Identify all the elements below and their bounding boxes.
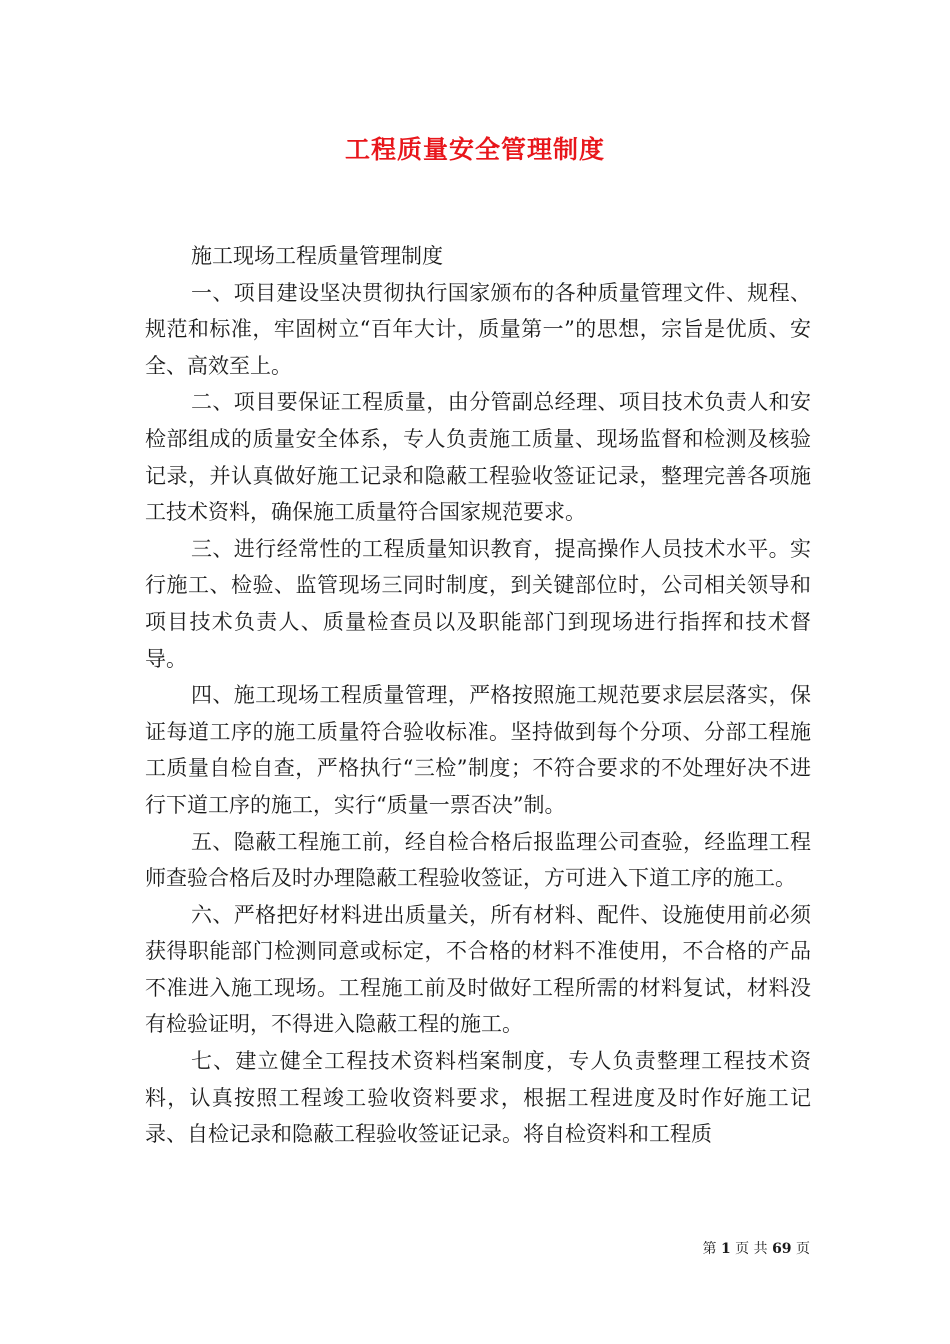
paragraph-4: 四、施工现场工程质量管理，严格按照施工规范要求层层落实，保证每道工序的施工质量符合验收标准。坚持做到每个分项、分部工程施工质量自检自查，严格执行“三检”制度；不符合要求的不处理好决不进行下道工序的施工，实行“质量一票否决”制。 <box>145 683 811 817</box>
paragraph-7: 七、建立健全工程技术资料档案制度，专人负责整理工程技术资料，认真按照工程竣工验收资料要求，根据工程进度及时作好施工记录、自检记录和隐蔽工程验收签证记录。将自检资料和工程质 <box>145 1049 811 1147</box>
paragraph-3: 三、进行经常性的工程质量知识教育，提高操作人员技术水平。实行施工、检验、监管现场三同时制度，到关键部位时，公司相关领导和项目技术负责人、质量检查员以及职能部门到现场进行指挥和技术督导。 <box>145 536 811 671</box>
section-heading: 施工现场工程质量管理制度 <box>191 244 443 268</box>
paragraph-5: 五、隐蔽工程施工前，经自检合格后报监理公司查验，经监理工程师查验合格后及时办理隐蔽工程验收签证，方可进入下道工序的施工。 <box>145 829 811 891</box>
document-title: 工程质量安全管理制度 <box>344 135 605 164</box>
footer-suffix: 页 <box>796 1241 810 1257</box>
paragraph-1: 一、项目建设坚决贯彻执行国家颁布的各种质量管理文件、规程、规范和标准，牢固树立“百年大计，质量第一”的思想，宗旨是优质、安全、高效至上。 <box>145 280 811 378</box>
footer-total-pages: 69 <box>772 1241 792 1257</box>
document-body <box>145 238 811 1153</box>
footer-prefix: 第 <box>702 1241 717 1257</box>
footer-page-number: 1 <box>720 1241 731 1257</box>
paragraph-6: 六、严格把好材料进出质量关，所有材料、配件、设施使用前必须获得职能部门检测同意或标定，不合格的材料不准使用，不合格的产品不准进入施工现场。工程施工前及时做好工程所需的材料复试，材料没有检验证明，不得进入隐蔽工程的施工。 <box>145 902 811 1037</box>
footer-middle: 页 共 <box>735 1241 768 1257</box>
page-footer <box>703 1239 811 1259</box>
paragraph-2: 二、项目要保证工程质量，由分管副总经理、项目技术负责人和安检部组成的质量安全体系，专人负责施工质量、现场监督和检测及核验记录，并认真做好施工记录和隐蔽工程验收签证记录，整理完善各项施工技术资料，确保施工质量符合国家规范要求。 <box>145 390 811 525</box>
